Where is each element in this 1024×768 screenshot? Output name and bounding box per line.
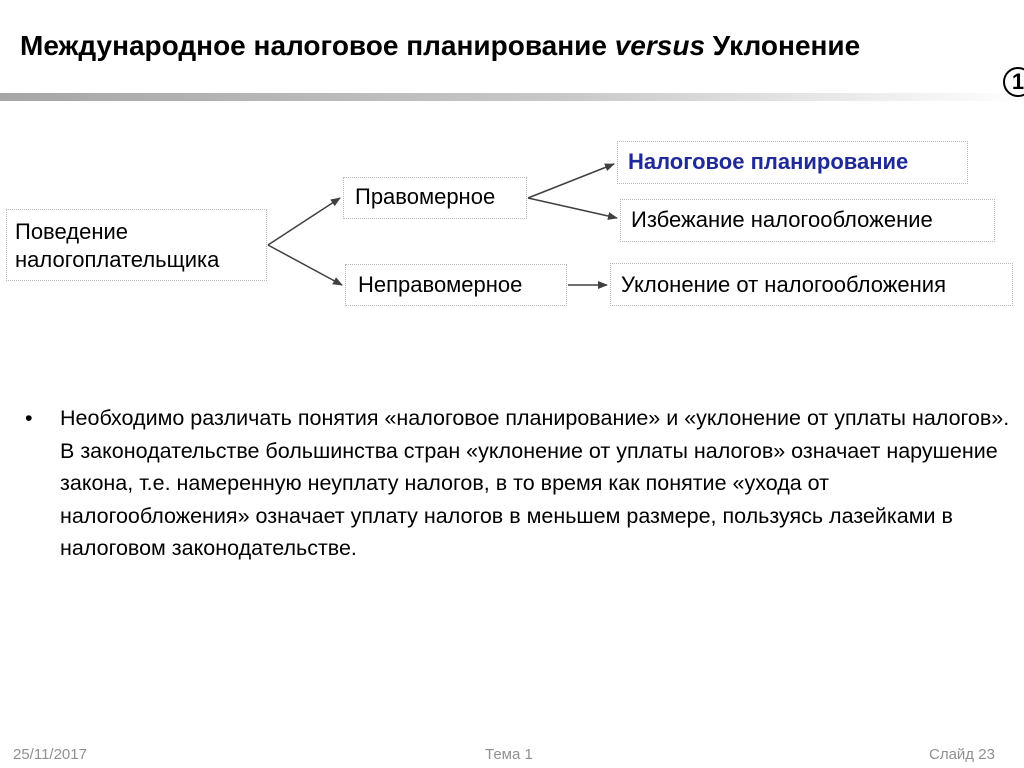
node-unlawful: Неправомерное [345,264,567,306]
node-tax-planning: Налоговое планирование [617,141,968,184]
arrow-lawful-to-planning [528,164,614,198]
footer-topic: Тема 1 [485,746,533,763]
bullet-dot: • [25,406,33,430]
footer-date: 25/11/2017 [13,746,87,763]
bullet-list [22,402,1012,565]
number-badge: 1 [1003,67,1024,97]
title-text-italic: versus [614,30,706,61]
footer-slide-number: Слайд 23 [929,746,995,763]
node-taxpayer-behavior-line1: Поведение [15,219,128,244]
node-taxpayer-behavior-line2: налогоплательщика [15,247,220,272]
bullet-item [22,402,1012,565]
node-lawful: Правомерное [343,177,527,219]
title-text-part1: Международное налоговое планирование [20,30,615,61]
node-taxpayer-behavior [6,209,267,281]
arrow-lawful-to-avoidance [528,198,617,218]
node-tax-evasion: Уклонение от налогообложения [610,263,1013,306]
bullet-text: Необходимо различать понятия «налоговое планирование» и «уклонение от уплаты налогов». В законодательстве большинства стран «уклонение от уплаты налогов» означает нарушение закона, т.е. намеренную неуплату налогов, в то время как понятие «ухода от налогообложения» означает уплату налогов в меньшем размере, пользуясь лазейками в налоговом законодательстве. [60,406,1010,560]
title-text-part2: Уклонение [705,30,861,61]
arrow-behavior-to-unlawful [268,245,342,285]
node-tax-avoidance: Избежание налогообложение [620,199,995,242]
arrow-behavior-to-lawful [268,198,340,245]
